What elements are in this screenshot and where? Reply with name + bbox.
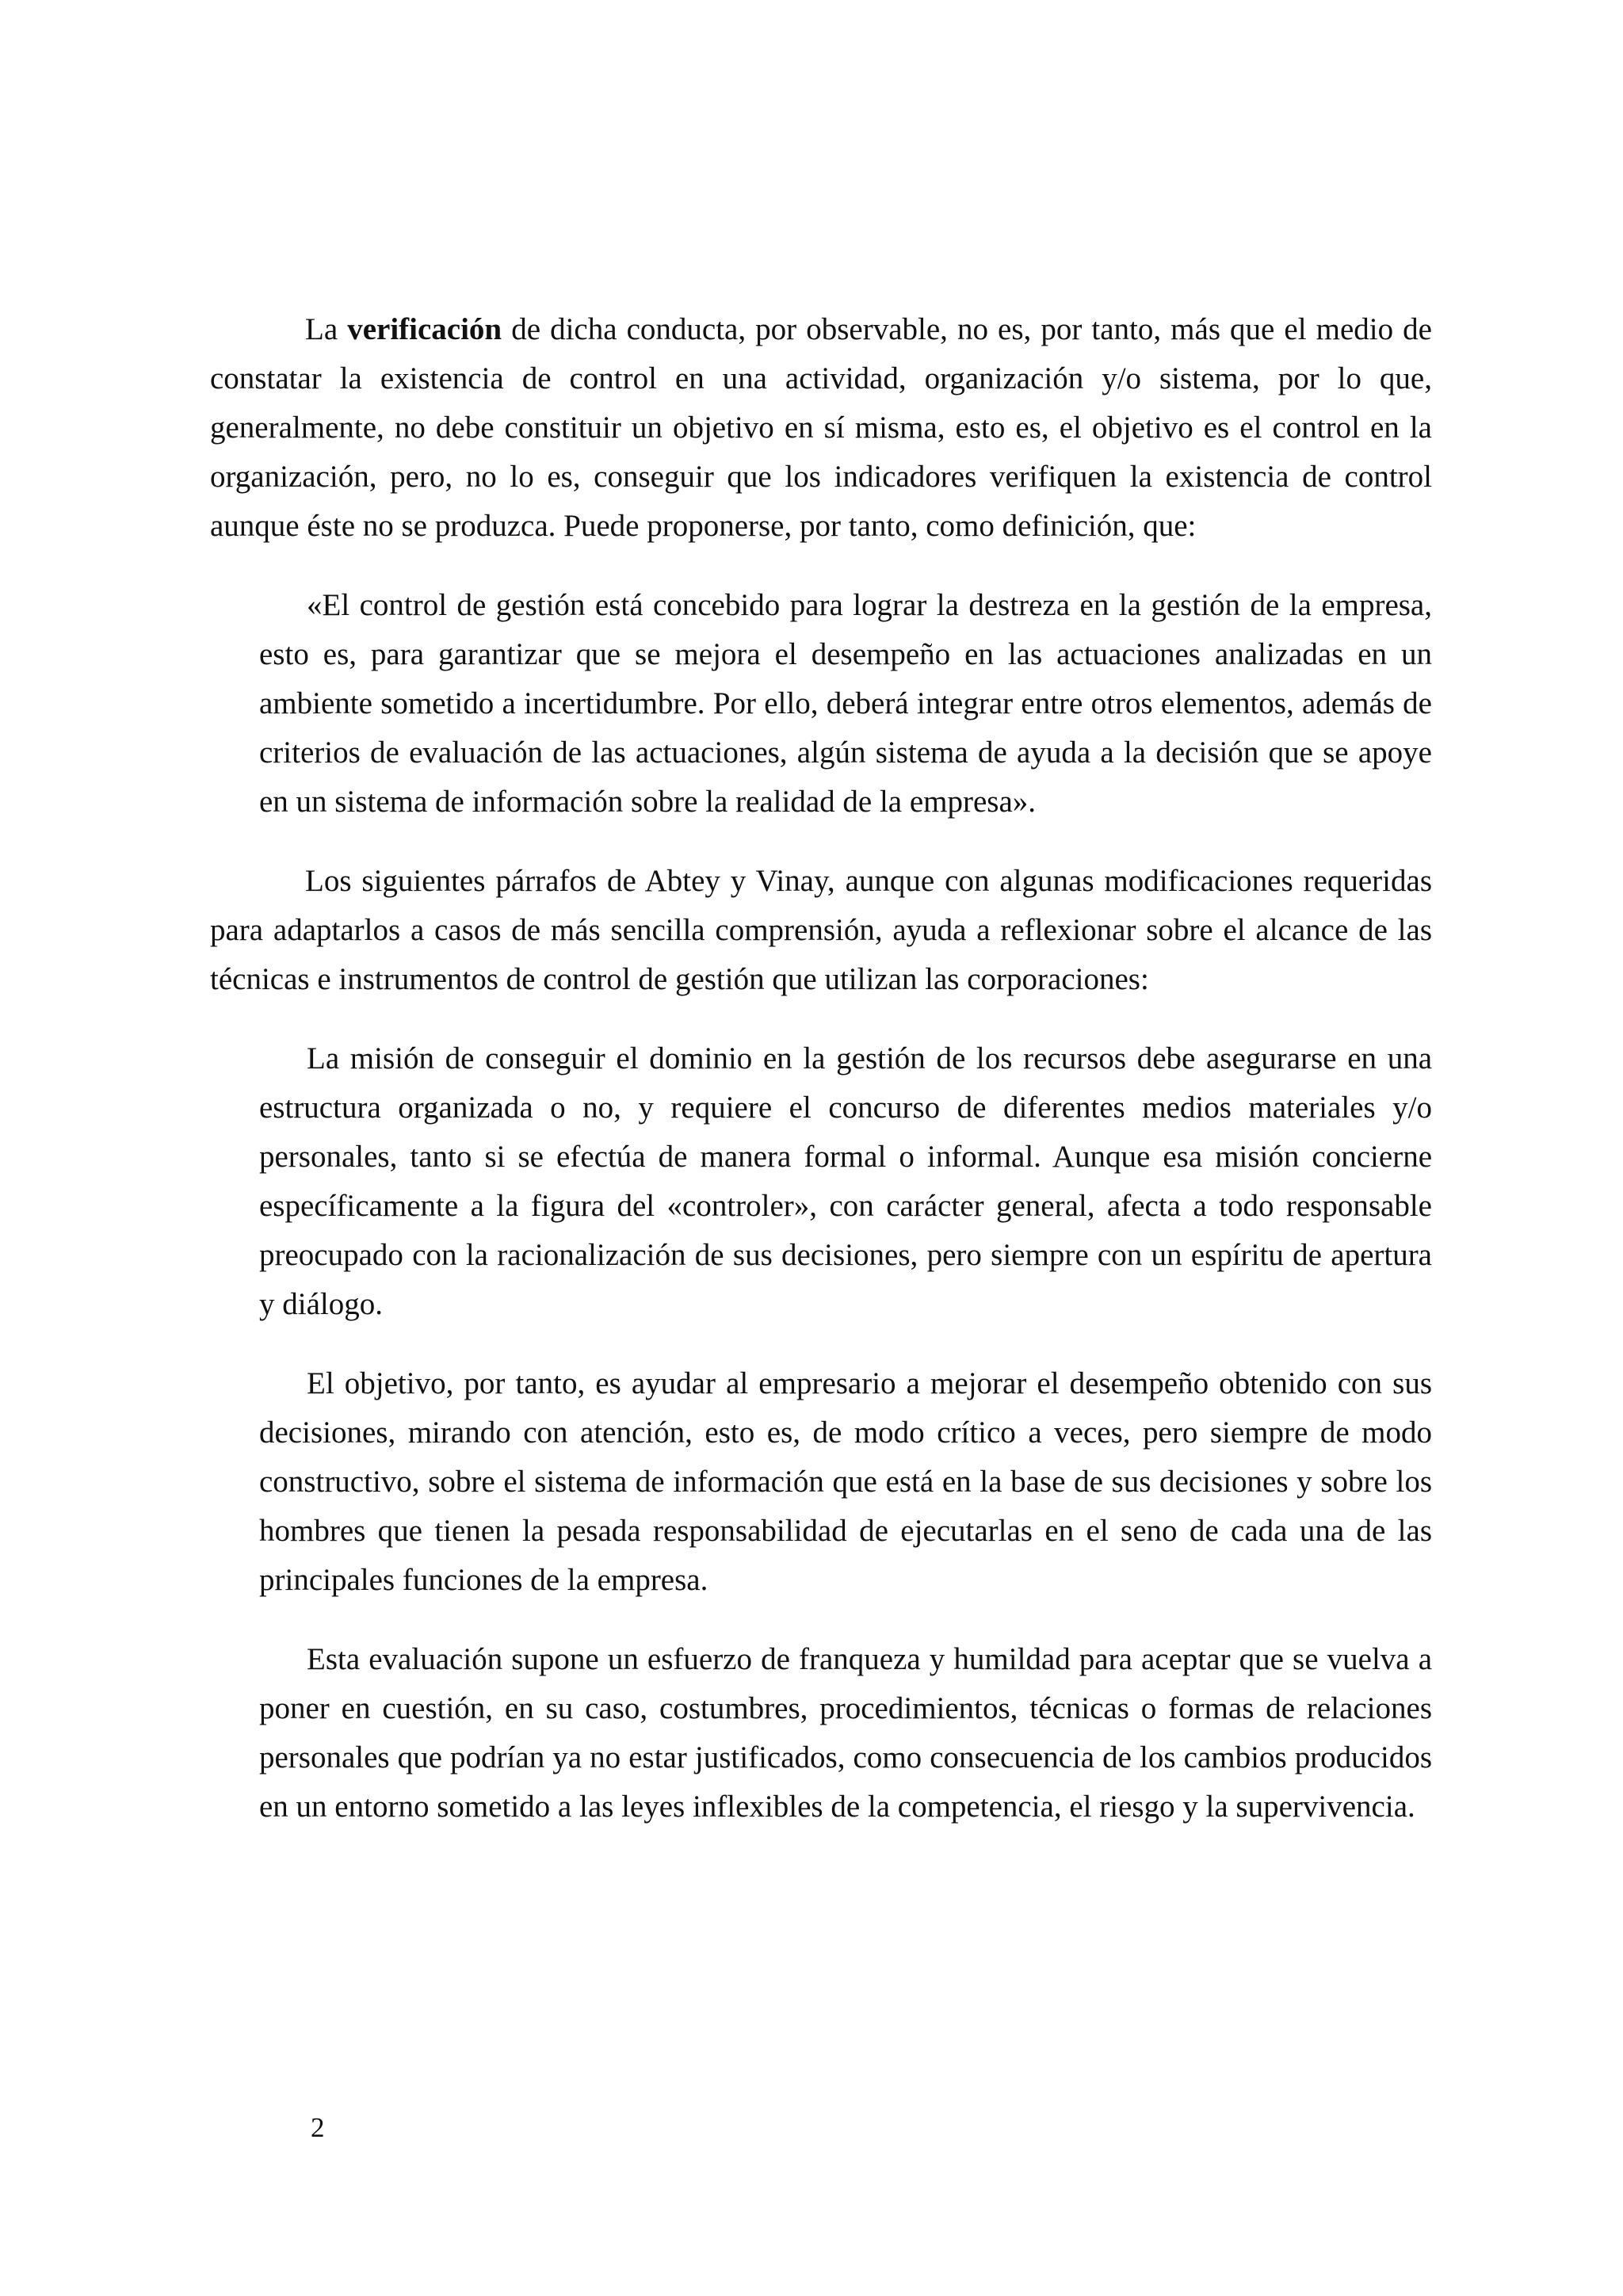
- document-body: [210, 305, 1432, 1862]
- quote-definition: «El control de gestión está concebido para lograr la destreza en la gestión de la empresa, esto es, para garantizar que se mejora el desempeño en las actuaciones analizadas en un ambiente sometido a incertidumbre. Por ello, deberá integrar entre otros elementos, además de criterios de evaluación de las actuaciones, algún sistema de ayuda a la decisión que se apoye en un sistema de información sobre la realidad de la empresa».: [259, 588, 1432, 819]
- page-number: 2: [311, 2112, 325, 2143]
- bold-term-verificacion: verificación: [347, 312, 502, 346]
- quote-mision: La misión de conseguir el dominio en la gestión de los recursos debe asegurarse en una estructura organizada o no, y requiere el concurso de diferentes medios materiales y/o personales, tanto si se efectúa de manera formal o informal. Aunque esa misión concierne específicamente a la figura del «controler», con carácter general, afecta a todo responsable preocupado con la racionalización de sus decisiones, pero siempre con un espíritu de apertura y diálogo.: [259, 1041, 1432, 1321]
- paragraph-abtey-vinay: Los siguientes párrafos de Abtey y Vinay, aunque con algunas modificaciones requeridas para adaptarlos a casos de más sencilla comprensión, ayuda a reflexionar sobre el alcance de las técnicas e instrumentos de control de gestión que utilizan las corporaciones:: [210, 864, 1432, 996]
- quote-evaluacion: Esta evaluación supone un esfuerzo de franqueza y humildad para aceptar que se vuelva a poner en cuestión, en su caso, costumbres, procedimientos, técnicas o formas de relaciones personales que podrían ya no estar justificados, como consecuencia de los cambios producidos en un entorno sometido a las leyes inflexibles de la competencia, el riesgo y la supervivencia.: [259, 1642, 1432, 1824]
- paragraph-text: de dicha conducta, por observable, no es, por tanto, más que el medio de constatar la existencia de control en una actividad, organización y/o sistema, por lo que, generalmente, no debe constituir un objetivo en sí misma, esto es, el objetivo es el control en la organización, pero, no lo es, conseguir que los indicadores verifiquen la existencia de control aunque éste no se produzca. Puede proponerse, por tanto, como definición, que:: [210, 312, 1432, 543]
- quote-objetivo: El objetivo, por tanto, es ayudar al empresario a mejorar el desempeño obtenido con sus decisiones, mirando con atención, esto es, de modo crítico a veces, pero siempre de modo constructivo, sobre el sistema de información que está en la base de sus decisiones y sobre los hombres que tienen la pesada responsabilidad de ejecutarlas en el seno de cada una de las principales funciones de la empresa.: [259, 1366, 1432, 1597]
- paragraph-lead: La: [305, 312, 348, 346]
- paragraph-verificacion: [210, 305, 1432, 551]
